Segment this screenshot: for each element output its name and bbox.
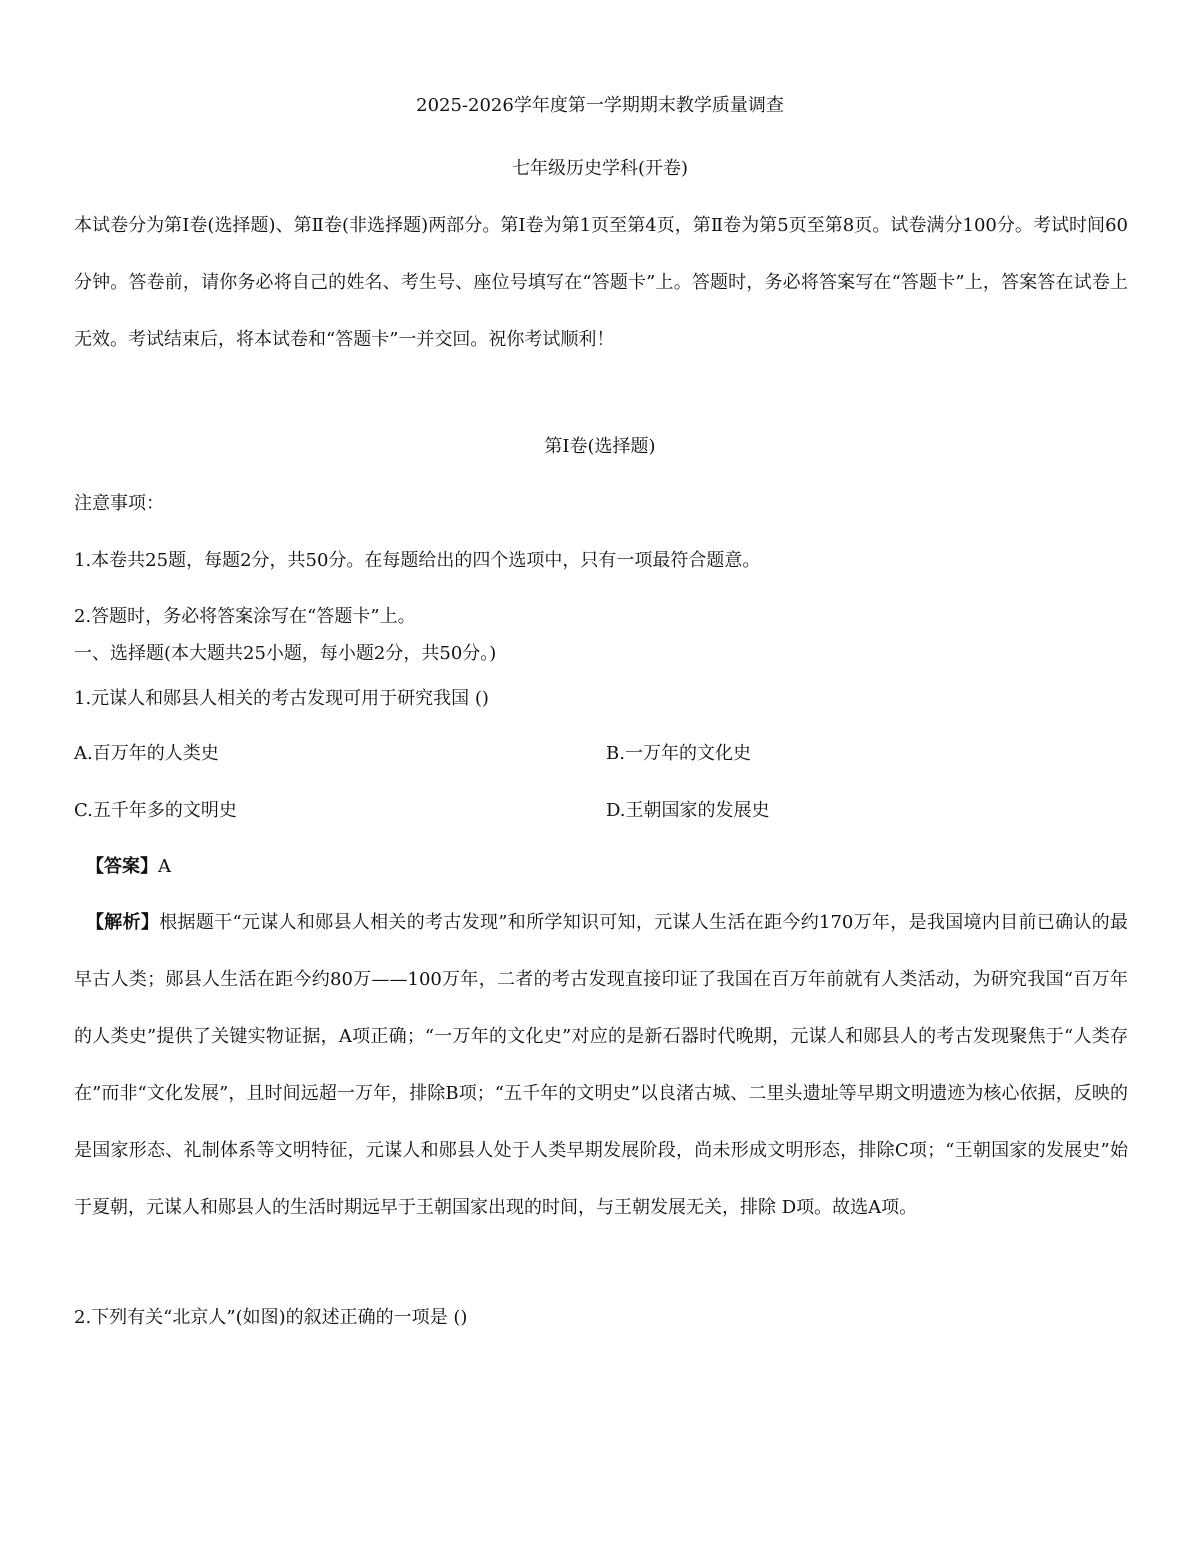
notice-label: 注意事项： [74,493,164,514]
notice-item-1: 1.本卷共25题，每题2分，共50分。在每题给出的四个选项中，只有一项最符合题意。 [74,550,761,571]
exam-title: 2025-2026学年度第一学期期末教学质量调查 [416,95,784,116]
part1-heading: 第Ⅰ卷(选择题) [544,436,656,457]
answer-value: A [158,856,171,877]
question-1-option-a: A.百万年的人类史 [74,743,219,764]
section-title: 一、选择题(本大题共25小题，每小题2分，共50分。) [74,643,497,664]
exam-instructions: 本试卷分为第Ⅰ卷(选择题)、第Ⅱ卷(非选择题)两部分。第Ⅰ卷为第1页至第4页，第Ⅱ卷为第5页至第8页。试卷满分100分。考试时间60分钟。答卷前，请你务必将自己的姓名、考生号、座位号填写在“答题卡”上。答题时，务必将答案写在“答题卡”上，答案答在试卷上无效。考试结束后，将本试卷和“答题卡”一并交回。祝你考试顺利！ [74,215,1128,350]
exam-subtitle: 七年级历史学科(开卷) [511,158,689,179]
notice-item-2: 2.答题时，务必将答案涂写在“答题卡”上。 [74,606,416,627]
question-1-answer [86,853,171,881]
question-1-option-b: B.一万年的文化史 [606,743,751,764]
question-1-option-c: C.五千年多的文明史 [74,800,237,821]
question-1-stem: 1.元谋人和郧县人相关的考古发现可用于研究我国 () [74,688,489,709]
answer-label: 【答案】 [86,856,158,877]
question-2-stem: 2.下列有关“北京人”(如图)的叙述正确的一项是 () [74,1307,468,1328]
analysis-text: 根据题干“元谋人和郧县人相关的考古发现”和所学知识可知，元谋人生活在距今约170万年，是我国境内目前已确认的最早古人类；郧县人生活在距今约80万——100万年，二者的考古发现直接印证了我国在百万年前就有人类活动，为研究我国“百万年的人类史”提供了关键实物证据，A项正确；“一万年的文化史”对应的是新石器时代晚期，元谋人和郧县人的考古发现聚焦于“人类存在”而非“文化发展”，且时间远超一万年，排除B项；“五千年的文明史”以良渚古城、二里头遗址等早期文明遗迹为核心依据，反映的是国家形态、礼制体系等文明特征，元谋人和郧县人处于人类早期发展阶段，尚未形成文明形态，排除C项；“王朝国家的发展史”始于夏朝，元谋人和郧县人的生活时期远早于王朝国家出现的时间，与王朝发展无关，排除 D项。故选A项。 [74,912,1128,1218]
analysis-label: 【解析】 [86,912,160,933]
question-1-analysis [74,894,1128,1236]
question-1-option-d: D.王朝国家的发展史 [606,800,770,821]
